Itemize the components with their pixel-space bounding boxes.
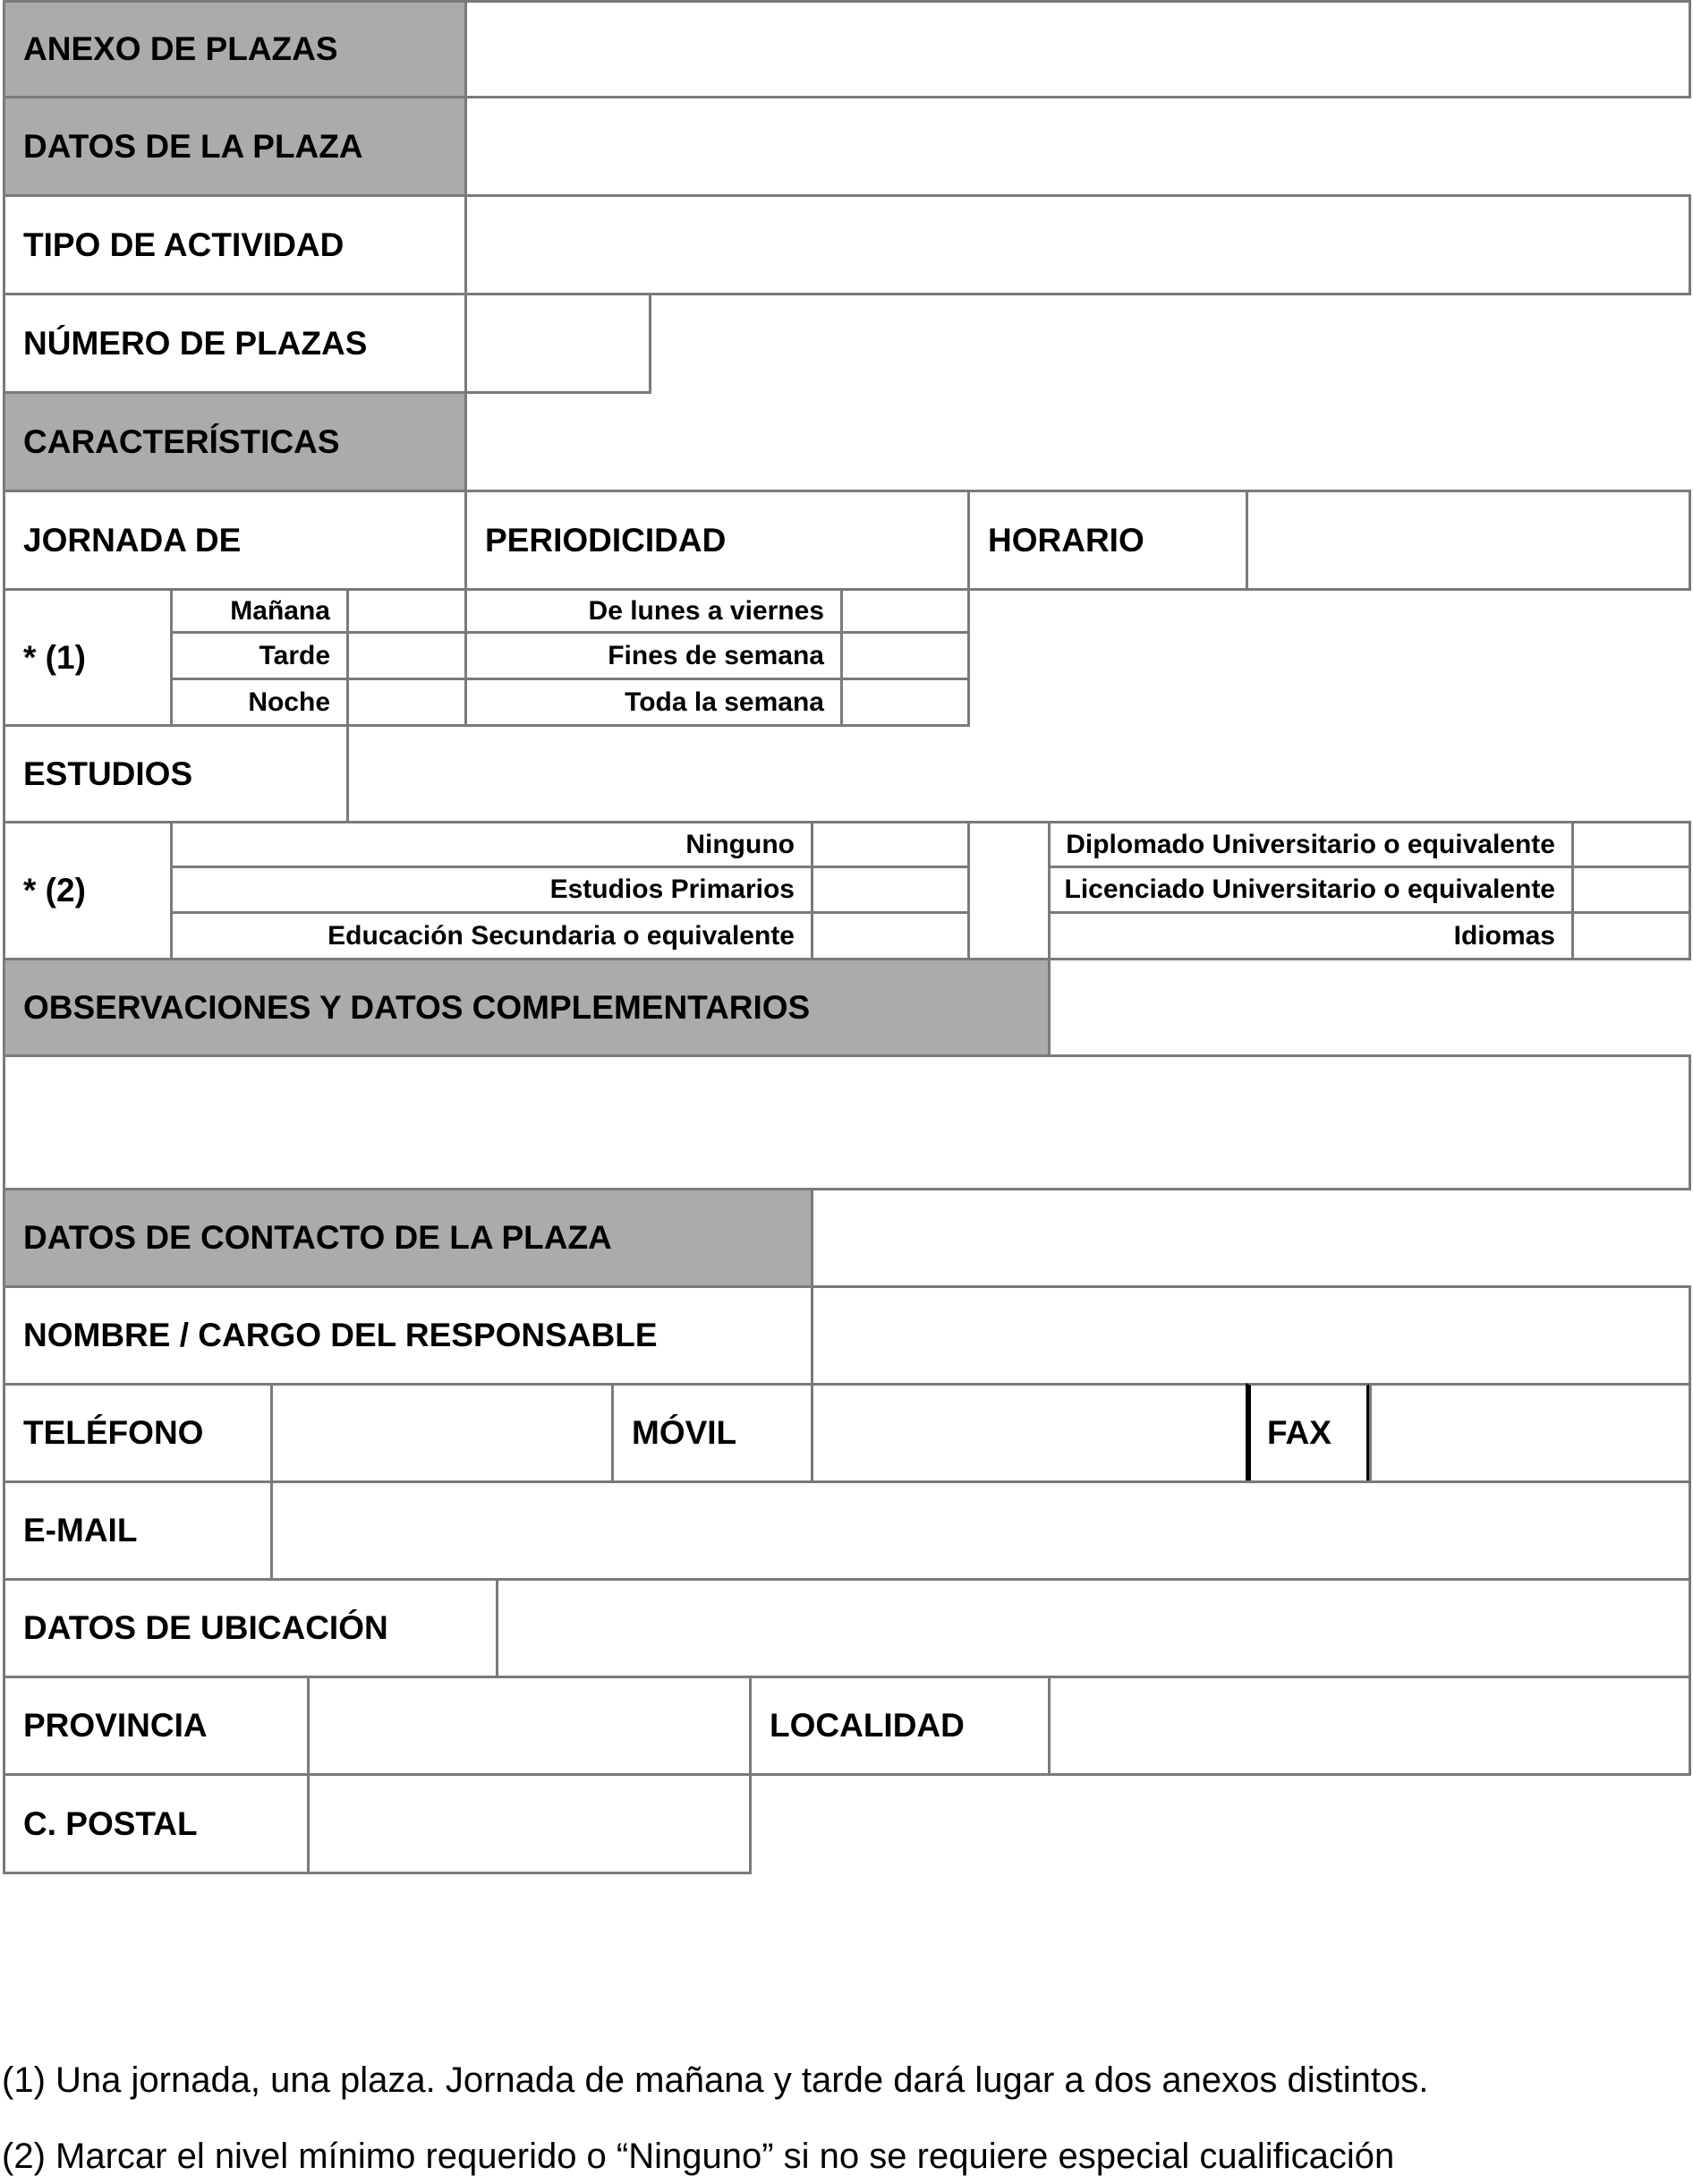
datos-plaza-heading: DATOS DE LA PLAZA <box>3 96 467 197</box>
provincia-field[interactable] <box>307 1676 752 1776</box>
telefono-label: TELÉFONO <box>3 1383 273 1483</box>
estudios-checkbox-diplomado[interactable] <box>1571 821 1691 868</box>
localidad-label: LOCALIDAD <box>749 1676 1051 1776</box>
postal-field[interactable] <box>307 1773 752 1874</box>
estudios-spacer-cell <box>967 821 1051 960</box>
numero-plazas-field[interactable] <box>464 293 651 394</box>
jornada-label: JORNADA DE <box>3 490 467 591</box>
marker-1: * (1) <box>3 588 173 727</box>
fax-field[interactable] <box>1369 1383 1691 1483</box>
marker-2: * (2) <box>3 821 173 960</box>
estudios-checkbox-secundaria[interactable] <box>811 911 970 960</box>
periodicidad-checkbox-fines-semana[interactable] <box>840 631 970 680</box>
periodicidad-option-lunes-viernes: De lunes a viernes <box>464 588 843 634</box>
horario-label: HORARIO <box>967 490 1248 591</box>
nombre-cargo-label: NOMBRE / CARGO DEL RESPONSABLE <box>3 1285 813 1386</box>
estudios-checkbox-primarios[interactable] <box>811 866 970 914</box>
estudios-option-idiomas: Idiomas <box>1048 911 1574 960</box>
estudios-option-diplomado: Diplomado Universitario o equivalente <box>1048 821 1574 868</box>
movil-label: MÓVIL <box>611 1383 813 1483</box>
provincia-label: PROVINCIA <box>3 1676 310 1776</box>
horario-field[interactable] <box>1246 490 1691 591</box>
observaciones-field[interactable] <box>3 1054 1691 1190</box>
periodicidad-checkbox-toda-semana[interactable] <box>840 678 970 727</box>
footnote-2: (2) Marcar el nivel mínimo requerido o “Ninguno” si no se requiere especial cualificación <box>2 2137 1395 2176</box>
estudios-option-licenciado: Licenciado Universitario o equivalente <box>1048 866 1574 914</box>
datos-contacto-heading: DATOS DE CONTACTO DE LA PLAZA <box>3 1188 813 1288</box>
tipo-actividad-label: TIPO DE ACTIVIDAD <box>3 194 467 295</box>
estudios-checkbox-ninguno[interactable] <box>811 821 970 868</box>
jornada-checkbox-tarde[interactable] <box>346 631 467 680</box>
numero-plazas-label: NÚMERO DE PLAZAS <box>3 293 467 394</box>
ubicacion-field[interactable] <box>496 1578 1691 1678</box>
postal-label: C. POSTAL <box>3 1773 310 1874</box>
footnote-1: (1) Una jornada, una plaza. Jornada de mañana y tarde dará lugar a dos anexos distintos. <box>2 2060 1429 2100</box>
nombre-cargo-field[interactable] <box>811 1285 1691 1386</box>
email-field[interactable] <box>270 1480 1691 1581</box>
periodicidad-option-fines-semana: Fines de semana <box>464 631 843 680</box>
tipo-actividad-field[interactable] <box>464 194 1691 295</box>
localidad-field[interactable] <box>1048 1676 1691 1776</box>
jornada-checkbox-noche[interactable] <box>346 678 467 727</box>
estudios-checkbox-licenciado[interactable] <box>1571 866 1691 914</box>
periodicidad-label: PERIODICIDAD <box>464 490 970 591</box>
fax-label: FAX <box>1246 1383 1372 1483</box>
estudios-label: ESTUDIOS <box>3 724 349 823</box>
anexo-field[interactable] <box>464 0 1691 98</box>
estudios-option-secundaria: Educación Secundaria o equivalente <box>170 911 813 960</box>
estudios-option-ninguno: Ninguno <box>170 821 813 868</box>
estudios-checkbox-idiomas[interactable] <box>1571 911 1691 960</box>
jornada-option-tarde: Tarde <box>170 631 349 680</box>
estudios-option-primarios: Estudios Primarios <box>170 866 813 914</box>
jornada-option-manana: Mañana <box>170 588 349 634</box>
telefono-field[interactable] <box>270 1383 614 1483</box>
caracteristicas-heading: CARACTERÍSTICAS <box>3 391 467 492</box>
email-label: E-MAIL <box>3 1480 273 1581</box>
periodicidad-checkbox-lunes-viernes[interactable] <box>840 588 970 634</box>
anexo-title: ANEXO DE PLAZAS <box>3 0 467 98</box>
movil-field[interactable] <box>811 1383 1248 1483</box>
ubicacion-label: DATOS DE UBICACIÓN <box>3 1578 498 1678</box>
jornada-checkbox-manana[interactable] <box>346 588 467 634</box>
jornada-option-noche: Noche <box>170 678 349 727</box>
periodicidad-option-toda-semana: Toda la semana <box>464 678 843 727</box>
observaciones-heading: OBSERVACIONES Y DATOS COMPLEMENTARIOS <box>3 958 1051 1057</box>
